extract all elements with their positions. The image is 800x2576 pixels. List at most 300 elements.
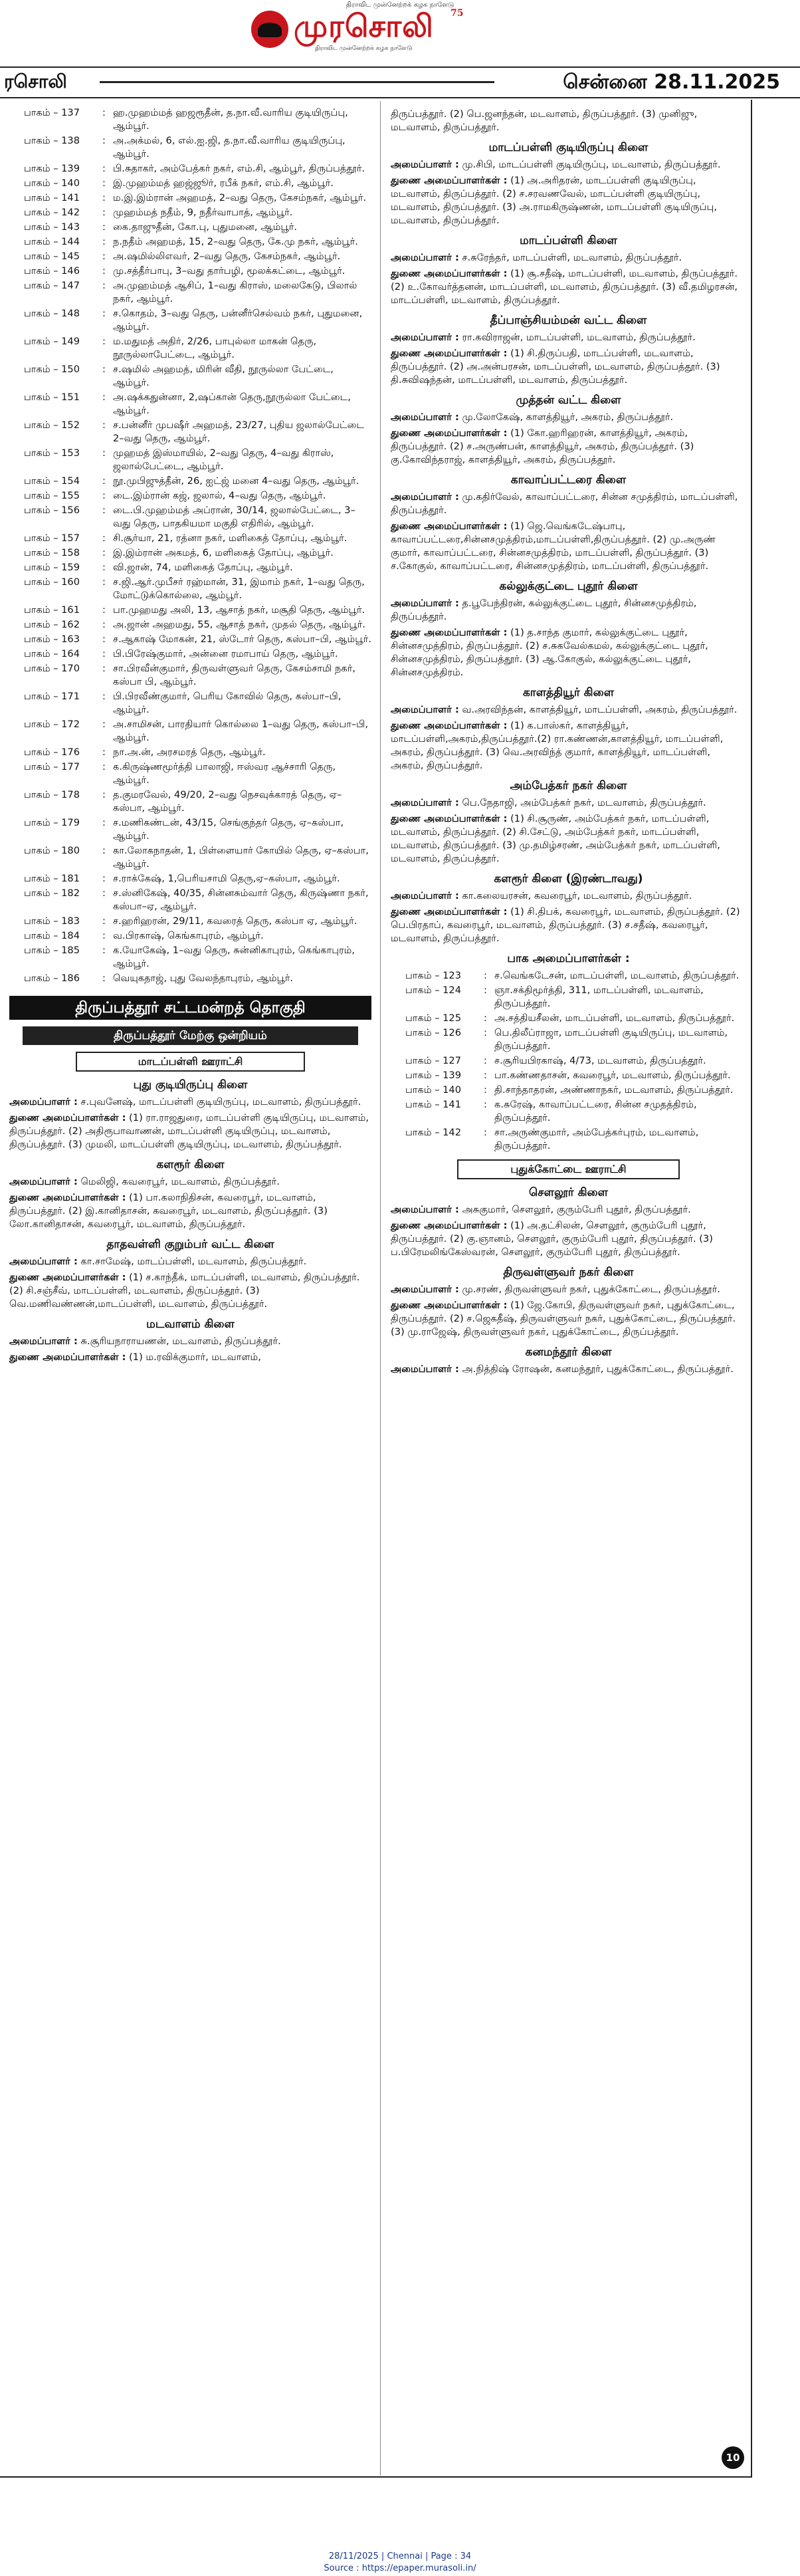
booth-member: நூ.முபிஜுத்தீன், 26, ஐட்ஜ் மனை 4–வது தெரு, ஆம்பூர்.	[113, 475, 359, 487]
booth-member: அ.அக்மல், 6, எல்.ஐ.ஜி, த.நா.வீ.வாரிய குடியிருப்பு, ஆம்பூர்.	[113, 135, 346, 160]
booth-row	[9, 746, 371, 759]
colon-sep: :	[102, 107, 106, 118]
booth-row	[9, 604, 371, 617]
colon-sep: :	[102, 945, 106, 956]
booth-label: பாகம் – 177	[24, 761, 80, 772]
strip-rule	[100, 81, 494, 83]
booth-member: நா.அ.ன், அரசமரத் தெரு, ஆம்பூர்.	[113, 747, 266, 758]
booth-row	[9, 419, 371, 445]
office-bearer-entry	[391, 1203, 746, 1217]
booth-label: பாகம் – 158	[24, 547, 80, 558]
booth-member: முஹம்மத் நதீம், 9, நதீர்வாபாத், ஆம்பூர்.	[113, 207, 293, 218]
booth-label: பாகம் – 164	[24, 648, 80, 659]
booth-list-left	[9, 106, 371, 985]
booth-member: டை.இம்ரான் கஜ், ஜலால், 4–வது தெரு, ஆம்பூர்.	[113, 490, 326, 501]
colon-sep: :	[102, 135, 106, 146]
member-text: (1) சி.திருப்பதி, மாடப்பள்ளி, மடவாளம், திருப்பத்தூர். (2) அ.அன்பரசன், மாடப்பள்ளி, மடவாளம், திருப்பத்தூர். (3) தி.சுவிஷந்தன், மாடப்பள்ளி, மடவாளம், திருப்பத்தூர்.	[391, 348, 720, 386]
booth-member: பி.சுதாகர், அம்பேத்கர் நகர், எம்.சி, ஆம்பூர், திருப்பத்தூர்.	[113, 163, 365, 174]
booth-label: பாகம் – 151	[24, 392, 80, 403]
booth-member: சி.சூர்யா, 21, ரத்னா நகர், மளிகைத் தோப்பு, ஆம்பூர்.	[113, 532, 348, 544]
role-label: துணை அமைப்பாளர்கள் :	[9, 1112, 126, 1123]
role-label: துணை அமைப்பாளர்கள் :	[391, 521, 508, 532]
booth-member: கை.தாஜுதீன், கோ.பு, புதுமனை, ஆம்பூர்.	[113, 221, 298, 233]
booth-label: பாகம் – 161	[24, 604, 80, 616]
booth-member: ச.ஹரிஹரன், 29/11, கவரைத் தெரு, கஸ்பா ஏ, ஆம்பூர்.	[113, 915, 357, 927]
colon-sep: :	[102, 192, 106, 203]
booth-member: ச.ஆகாஷ் மோகன், 21, ஸ்டோர் தெரு, கஸ்பா–பி, ஆம்பூர்.	[113, 634, 371, 645]
office-bearer-entry	[391, 158, 746, 172]
role-label: துணை அமைப்பாளர்கள் :	[391, 1220, 508, 1231]
union-heading: திருப்பத்தூர் மேற்கு ஒன்றியம்	[23, 1026, 358, 1045]
booth-member: ச.ஜி.ஆர்.முபீசர் ரஹ்மான், 31, இமாம் நகர், 1–வது தெரு, மோட்டுக்கொல்லை, ஆம்பூர்.	[113, 576, 365, 601]
branch-heading: அம்பேத்கர் நகர் கிளை	[510, 779, 627, 792]
booth-row	[9, 546, 371, 560]
booth-member: அ.முஹம்மத் ஆசிப், 1–வது கிராஸ், மலைகேடு, பிலால் நகர், ஆம்பூர்.	[113, 280, 357, 304]
colon-sep: :	[484, 1070, 487, 1081]
member-text: கா.கலையரசன், கவரைபூர், மடவாளம், திருப்பத்தூர்.	[462, 890, 692, 901]
booth-label: பாகம் – 182	[24, 887, 80, 899]
office-bearer-entry	[391, 347, 746, 387]
booth-row	[9, 561, 371, 574]
booth-row	[9, 504, 371, 530]
office-bearer-entry	[391, 108, 746, 134]
member-text: ச.புவனேஷ், மாடப்பள்ளி குடியிருப்பு, மடவாளம், திருப்பத்தூர்.	[80, 1096, 361, 1108]
footer-date-page: 28/11/2025 | Chennai | Page : 34	[328, 2551, 472, 2561]
office-bearer-entry	[391, 719, 746, 772]
member-text: மு.லோகேஷ், காளத்தியூர், அகரம், திருப்பத்தூர்.	[462, 411, 674, 423]
booth-row	[391, 1012, 746, 1025]
booth-member: ச.வெங்கடேசன், மாடப்பள்ளி, மடவாளம், திருப்பத்தூர்.	[494, 970, 740, 981]
branch-heading: முத்தன் வட்ட கிளை	[516, 394, 621, 407]
role-label: துணை அமைப்பாளர்கள் :	[391, 906, 508, 917]
office-bearer-entry	[9, 1112, 371, 1151]
booth-label: பாகம் – 150	[24, 364, 80, 375]
colon-sep: :	[102, 648, 106, 659]
booth-label: பாகம் – 142	[24, 207, 80, 218]
page-number-badge: 10	[722, 2446, 744, 2469]
colon-sep: :	[102, 364, 106, 375]
booth-row	[9, 177, 371, 190]
branch-heading: தீப்பாஞ்சியம்மன் வட்ட கிளை	[490, 314, 647, 327]
booth-label: பாகம் – 149	[24, 336, 80, 347]
booth-label: பாகம் – 143	[24, 221, 80, 233]
member-text: ச.சுரேந்தர், மாடப்பள்ளி, மடவாளம், திருப்பத்தூர்.	[462, 252, 682, 263]
booth-row	[9, 915, 371, 928]
booth-row	[9, 532, 371, 545]
member-text: (1) சி.திபக், கவரைபூர், மடவாளம், திருப்பத்தூர். (2) பெ.பிரதாப், கவரைபூர், மடவாளம், திருப்பத்தூர். (3) ச.சதீஷ், கவரைபூர், மடவாளம், திருப்பத்தூர்.	[391, 906, 740, 944]
member-text: (1) பா.கலாநிதிசன், கவரைபூர், மடவாளம், திருப்பத்தூர். (2) இ.கானிதாசன், கவரைபூர், மடவாளம், திருப்பத்தூர். (3) லோ.கானிதாசன், கவரைபூர், மடவாளம், திருப்பத்தூர்.	[9, 1192, 328, 1230]
booth-member: அ.ஷமில்லிஎவர், 2–வது தெரு, கேசம்நகர், ஆம்பூர்.	[113, 251, 341, 262]
branch-heading: கனமந்தூர் கிளை	[525, 1346, 612, 1359]
office-bearer-entry	[391, 1299, 746, 1339]
booth-member: அ.சாமிசன், பாரதியார் கொல்லை 1–வது தெரு, கஸ்பா–பி, ஆம்பூர்.	[113, 719, 369, 743]
booth-list-right	[391, 969, 746, 1153]
branch-heading: மடவாளம் கிளை	[146, 1318, 235, 1331]
booth-row	[9, 279, 371, 306]
role-label: அமைப்பாளர் :	[391, 1363, 459, 1375]
role-label: அமைப்பாளர் :	[9, 1176, 78, 1187]
booth-member: க.கிருஷ்ணமூர்த்தி பாலாஜி, ஈஸ்வர ஆச்சாரி தெரு, ஆம்பூர்.	[113, 761, 336, 786]
booth-row	[9, 788, 371, 815]
booth-row	[9, 929, 371, 943]
office-bearer-entry	[9, 1175, 371, 1189]
role-label: அமைப்பாளர் :	[391, 411, 459, 423]
role-label: அமைப்பாளர் :	[391, 598, 459, 609]
right-sections	[391, 108, 746, 945]
rising-sun-emblem-icon	[251, 11, 288, 48]
member-text: அ.நித்திஷ் ரோஷன், கனமந்தூர், புதுக்கோட்டை, திருப்பத்தூர்.	[462, 1363, 734, 1375]
booth-member: க.சுரேஷ், காவாப்பட்டரை, சின்ன சமுதத்திரம், திருப்பத்தூர்.	[494, 1099, 697, 1123]
colon-sep: :	[102, 747, 106, 758]
booth-label: பாகம் – 153	[24, 447, 80, 459]
booth-member: தி.சாந்தாதரன், அண்ணாநகர், மடவாளம், திருப்பத்தூர்.	[494, 1084, 734, 1096]
booth-label: பாகம் – 180	[24, 845, 80, 856]
office-bearer-entry	[391, 812, 746, 866]
booth-row	[9, 887, 371, 913]
booth-row	[9, 718, 371, 745]
colon-sep: :	[102, 915, 106, 927]
booth-label: பாகம் – 172	[24, 719, 80, 730]
booth-member: வி.ஜான், 74, மளிகைத் தோப்பு, ஆம்பூர்.	[113, 562, 293, 573]
booth-label: பாகம் – 139	[24, 163, 80, 174]
office-bearer-entry	[391, 1219, 746, 1259]
jubilee-number: 75	[450, 8, 464, 19]
booth-row	[9, 972, 371, 985]
branch-heading: திருவள்ளுவர் நகர் கிளை	[503, 1266, 634, 1279]
colon-sep: :	[102, 163, 106, 174]
member-text: பெ.நேதாஜி, அம்பேத்கர் நகர், மடவாளம், திருப்பத்தூர்.	[462, 797, 706, 808]
colon-sep: :	[102, 280, 106, 291]
booth-label: பாகம் – 181	[24, 873, 80, 884]
booth-label: பாகம் – 127	[405, 1055, 461, 1066]
office-bearer-entry	[391, 427, 746, 467]
booth-member: ம.மதுமத் அதிர், 2/26, பாபுல்லா மாகன் தெரு, நூருல்லாபேட்டை, ஆம்பூர்.	[113, 336, 317, 360]
booth-member: பி.பிரவீண்குமார், பெரிய கோவில் தெரு, கஸ்பா–பி, ஆம்பூர்.	[113, 691, 342, 715]
role-label: துணை அமைப்பாளர்கள் :	[9, 1192, 126, 1203]
booth-row	[9, 489, 371, 503]
role-label: அமைப்பாளர் :	[9, 1096, 78, 1108]
member-text: (1) அ.தட்சிலன், சௌலூர், குரும்பேரி புதூர், திருப்பத்தூர். (2) கு.ஞானம், சௌலூர், குரும்பேரி புதூர், திருப்பத்தூர். (3) ப.பிரேமலிங்கேஸ்வரன், சௌலூர், குரும்பேரி புதூர், திருப்பத்தூர்.	[391, 1220, 713, 1258]
office-bearer-entry	[9, 1351, 371, 1364]
office-bearer-entry	[391, 889, 746, 903]
booth-row	[9, 250, 371, 263]
booth-member: கா.லோகநாதன், 1, பிள்ளையார் கோயில் தெரு, ஏ–கஸ்பா, ஆம்பூர்.	[113, 845, 369, 870]
office-bearer-entry	[391, 491, 746, 517]
role-label: துணை அமைப்பாளர்கள் :	[391, 348, 508, 359]
right-column	[391, 106, 746, 1379]
colon-sep: :	[102, 336, 106, 347]
booth-row	[391, 1084, 746, 1097]
booth-row	[9, 662, 371, 689]
member-text: (1) க.பாஸ்கர், காளத்தியூர், மாடப்பள்ளி,அகரம்,திருப்பத்தூர்.(2) ரா.கண்ணன்,காளத்தியூர், மாடப்பள்ளி, அகரம், திருப்பத்தூர். (3) வெ.அரவிந்த் குமார், காளத்தியூர், மாடப்பள்ளி, அகரம், திருப்பத்தூர்.	[391, 720, 724, 771]
booth-label: பாகம் – 138	[24, 135, 80, 146]
booth-label: பாகம் – 140	[405, 1084, 461, 1096]
booth-row	[9, 335, 371, 362]
colon-sep: :	[102, 789, 106, 800]
office-bearer-entry	[391, 174, 746, 227]
booth-label: பாகம் – 156	[24, 505, 80, 516]
role-label: அமைப்பாளர் :	[391, 890, 459, 901]
booth-label: பாகம் – 148	[24, 308, 80, 319]
booth-row	[9, 191, 371, 205]
booth-row	[9, 647, 371, 661]
member-text: (1) ஜே.கோபி, திருவள்ளுவர் நகர், புதுக்கோட்டை, திருப்பத்தூர். (2) ச.ஜெகதீஷ், திருவள்ளுவர் நகர், புதுக்கோட்டை, திருப்பத்தூர். (3) மு.ராஜேஷ், திருவள்ளுவர் நகர், புதுக்கோட்டை, திருப்பத்தூர்.	[391, 1300, 736, 1338]
booth-label: பாகம் – 126	[405, 1027, 461, 1038]
booth-label: பாகம் – 147	[24, 280, 80, 291]
office-bearer-entry	[391, 251, 746, 265]
office-bearer-entry	[391, 1363, 746, 1376]
booth-label: பாகம் – 157	[24, 532, 80, 544]
branch-heading: களரூர் கிளை	[156, 1158, 225, 1171]
booth-member: அ.ஷக்கதுன்னா, 2,ஷப்கான் தெரு,நூருல்லா பேட்டை, ஆம்பூர்.	[113, 392, 351, 416]
booth-member: த.குமரவேல், 49/20, 2–வது நெசவுக்காரத் தெரு, ஏ–கஸ்பா, ஆம்பூர்.	[113, 789, 342, 814]
booth-label: பாகம் – 124	[405, 985, 461, 996]
role-label: அமைப்பாளர் :	[391, 332, 459, 343]
role-label: துணை அமைப்பாளர்கள் :	[391, 813, 508, 824]
colon-sep: :	[102, 973, 106, 984]
booth-label: பாகம் – 155	[24, 490, 80, 501]
booth-member: ஞா.சக்திமூர்த்தி, 311, மாடப்பள்ளி, மடவாளம், திருப்பத்தூர்.	[494, 985, 704, 1009]
booth-row	[391, 1098, 746, 1125]
booth-member: முஹமத் இஸ்மாயில், 2–வது தெரு, 4–வது கிராஸ், ஜலால்பேட்டை, ஆம்பூர்.	[113, 447, 334, 472]
left-sections	[9, 1052, 371, 1364]
branch-heading: சௌலூர் கிளை	[529, 1186, 608, 1199]
booth-row	[9, 633, 371, 646]
branch-heading: காளத்தியூர் கிளை	[522, 686, 615, 699]
colon-sep: :	[484, 1012, 487, 1024]
booth-row	[9, 106, 371, 133]
booth-row	[9, 761, 371, 787]
colon-sep: :	[102, 475, 106, 487]
booth-member: வ.பிரகாஷ், கெங்காபுரம், ஆம்பூர்.	[113, 930, 264, 941]
role-label: அமைப்பாளர் :	[9, 1256, 78, 1267]
branch-heading: மாடப்பள்ளி குடியிருப்பு கிளை	[488, 141, 649, 154]
member-text: மு.கதிர்வேல், காவாப்பட்டரை, சின்ன சமுத்திரம், மாடப்பள்ளி, திருப்பத்தூர்.	[391, 491, 738, 516]
colon-sep: :	[102, 207, 106, 218]
booth-member: பா.கண்ணதாசன், கவரைபூர், மடவாளம், திருப்பத்தூர்.	[494, 1070, 731, 1081]
colon-sep: :	[102, 490, 106, 501]
role-label: அமைப்பாளர் :	[9, 1336, 78, 1347]
newspaper-name: முரசொலி	[294, 8, 434, 44]
booth-row	[9, 475, 371, 488]
branch-heading: காவாப்பட்டரை கிளை	[510, 473, 627, 487]
member-text: (1) த.சாந்த குமார், கல்லுக்குட்டை புதூர், சின்னசமுத்திரம், திருப்பத்தூர். (2) ச.சுகவேல்கமல், கல்லுக்குட்டை புதூர், சின்னசமுத்திரம், திருப்பத்தூர். (3) ஆ.கோகுல், கல்லுக்குட்டை புதூர், சின்னசமுத்திரம்.	[391, 627, 708, 678]
booth-row	[9, 391, 371, 417]
booth-member: அ.ஜான் அஹமது, 55, ஆசாத் நகர், முதல் தெரு, ஆம்பூர்.	[113, 619, 365, 630]
office-bearer-entry	[391, 626, 746, 679]
colon-sep: :	[102, 576, 106, 588]
booth-row	[391, 969, 746, 983]
role-label: துணை அமைப்பாளர்கள் :	[391, 268, 508, 279]
left-column	[9, 106, 371, 1367]
colon-sep: :	[102, 562, 106, 573]
colon-sep: :	[102, 887, 106, 899]
header-strip	[0, 66, 800, 98]
booth-row	[9, 944, 371, 971]
role-label: துணை அமைப்பாளர்கள் :	[391, 720, 508, 731]
branch-heading: தாதவள்ளி குறும்பர் வட்ட கிளை	[106, 1238, 274, 1251]
colon-sep: :	[484, 1099, 487, 1110]
booth-member: ச.கொதம், 3–வது தெரு, பன்னீர்செல்வம் நகர், புதுமனை, ஆம்பூர்.	[113, 308, 363, 332]
booth-member: பெ.திலீப்ராஜா, மாடப்பள்ளி குடியிருப்பு, மடவாளம், திருப்பத்தூர்.	[494, 1027, 728, 1052]
office-bearer-entry	[391, 597, 746, 624]
booth-label: பாகம் – 179	[24, 817, 80, 828]
role-label: அமைப்பாளர் :	[391, 252, 459, 263]
office-bearer-entry	[9, 1255, 371, 1268]
colon-sep: :	[102, 547, 106, 558]
booth-member: அ.சத்தியசீலன், மாடப்பள்ளி, மடவாளம், திருப்பத்தூர்.	[494, 1012, 735, 1024]
booth-label: பாகம் – 184	[24, 930, 80, 941]
booth-member: ம.இ.இம்ரான் அஹமத், 2–வது தெரு, கேசம்நகர், ஆம்பூர்.	[113, 192, 367, 203]
member-text: (1) ம.ரவிக்குமார், மடவாளம்,	[129, 1351, 261, 1363]
office-bearer-entry	[391, 520, 746, 573]
member-text: அசுகுமார், சௌலூர், குரும்பேரி புதூர், திருப்பத்தூர்.	[462, 1204, 691, 1215]
booth-row	[9, 307, 371, 334]
booth-label: பாகம் – 145	[24, 251, 80, 262]
booth-label: பாகம் – 141	[405, 1099, 461, 1110]
booth-label: பாகம் – 176	[24, 747, 80, 758]
member-text: த.பூபேந்திரன், கல்லுக்குட்டை புதூர், சின்னசமுத்திரம், திருப்பத்தூர்.	[391, 598, 697, 622]
member-text: வ.அரவிந்தன், காளத்தியூர், மாடப்பள்ளி, அகரம், திருப்பத்தூர்.	[462, 704, 738, 715]
office-bearer-entry	[391, 796, 746, 810]
booth-row	[9, 162, 371, 176]
booth-row	[9, 134, 371, 161]
booth-member: ச.பன்னீர் முபஷீர் அஹமத், 23/27, புதிய ஜலால்பேட்டை 2–வது தெரு, ஆம்பூர்.	[113, 419, 365, 444]
member-text: (1) கோ.ஹரிஹரன், காளத்தியூர், அகரம், திருப்பத்தூர். (2) ச.அருண்பன், காளத்தியூர், அகரம், திருப்பத்தூர். (3) கு.கோவிந்தராஜ், காளத்தியூர், அகரம், திருப்பத்தூர்.	[391, 427, 694, 465]
colon-sep: :	[102, 845, 106, 856]
booth-row	[391, 1126, 746, 1153]
member-text: (1) சூ.சதீஷ், மாடப்பள்ளி, மடவாளம், திருப்பத்தூர். (2) உ.கோவர்த்தனன், மாடப்பள்ளி, மடவாளம், திருப்பத்தூர். (3) வீ.தமிழரசன், மாடப்பள்ளி, மடவாளம், திருப்பத்தூர்.	[391, 268, 738, 306]
booth-member: சா.அருண்குமார், அம்பேத்கர்புரம், மடவாளம், திருப்பத்தூர்.	[494, 1127, 699, 1151]
booth-label: பாகம் – 170	[24, 663, 80, 674]
booth-row	[391, 984, 746, 1010]
booth-row	[391, 1054, 746, 1068]
booth-row	[9, 363, 371, 390]
branch-heading: கல்லுக்குட்டை புதூர் கிளை	[499, 580, 638, 593]
footer-source-link[interactable]: Source : https://epaper.murasoli.in/	[324, 2563, 476, 2573]
booth-row	[9, 221, 371, 234]
member-text: ரா.கவிராஜன், மாடப்பள்ளி, மடவாளம், திருப்பத்தூர்.	[462, 332, 696, 343]
colon-sep: :	[484, 1055, 487, 1066]
booth-row	[9, 235, 371, 249]
booth-member: பி.பிரேஷ்குமார், அன்னை ரமாபாய் தெரு, ஆம்பூர்.	[113, 648, 338, 659]
booth-label: பாகம் – 140	[24, 177, 80, 189]
booth-row	[9, 690, 371, 717]
booth-row	[9, 872, 371, 885]
office-bearer-entry	[391, 703, 746, 717]
booth-row	[9, 447, 371, 473]
jubilee-badge	[450, 8, 463, 51]
office-bearer-entry	[391, 905, 746, 945]
booth-row	[9, 618, 371, 632]
colon-sep: :	[102, 308, 106, 319]
colon-sep: :	[484, 1027, 487, 1038]
office-bearer-entry	[9, 1271, 371, 1311]
colon-sep: :	[102, 177, 106, 189]
masthead-sub: திராவிட முன்னேற்றக் கழக நாளேடு	[315, 45, 413, 52]
booth-label: பாகம் – 160	[24, 576, 80, 588]
branch-heading: மாடப்பள்ளி கிளை	[520, 234, 617, 247]
member-text: சு.சூரியநாராயணன், மடவாளம், திருப்பத்தூர்.	[80, 1336, 281, 1347]
booth-row	[9, 206, 371, 219]
booth-label: பாகம் – 146	[24, 265, 80, 277]
booth-member: வெயுகதாஜ், புது வேலந்தாபுரம், ஆம்பூர்.	[113, 973, 294, 984]
office-bearer-entry	[391, 1283, 746, 1296]
booth-label: பாகம் – 163	[24, 634, 80, 645]
office-bearer-entry	[391, 331, 746, 344]
booth-member: டை.பி.முஹம்மத் அப்ரான், 30/14, ஜலால்பேட்டை, 3–வது தெரு, பாதகியமா மகுதி எதிரில், ஆம்பூர்.	[113, 505, 355, 529]
booth-label: பாகம் – 186	[24, 973, 80, 984]
colon-sep: :	[484, 985, 487, 996]
booth-row	[9, 576, 371, 602]
member-text: (1) சி.சூருண், அம்பேத்கர் நகர், மாடப்பள்ளி, மடவாளம், திருப்பத்தூர். (2) சி.சேட்டு, அம்பேத்கர் நகர், மாடப்பள்ளி, மடவாளம், திருப்பத்தூர். (3) மு.தமிழ்சரண், அம்பேத்கர் நகர், மாடப்பள்ளி, மடவாளம், திருப்பத்தூர்.	[391, 813, 720, 864]
strip-paper-name: ரசொலி	[4, 70, 67, 92]
colon-sep: :	[102, 691, 106, 702]
booth-member: ச.ஸ்னிகேஷ், 40/35, சின்னசும்வார் தெரு, கிருஷ்ணா நகர், கஸ்பா–ஏ, ஆம்பூர்.	[113, 887, 369, 912]
colon-sep: :	[102, 930, 106, 941]
booth-label: பாகம் – 141	[24, 192, 80, 203]
role-label: அமைப்பாளர் :	[391, 159, 459, 170]
colon-sep: :	[102, 236, 106, 247]
colon-sep: :	[102, 221, 106, 233]
office-bearer-entry	[9, 1096, 371, 1109]
office-bearer-entry	[391, 411, 746, 424]
office-bearer-entry	[391, 267, 746, 307]
role-label: அமைப்பாளர் :	[391, 1204, 459, 1215]
role-label: துணை அமைப்பாளர்கள் :	[391, 627, 508, 638]
panchayat-heading: மாடப்பள்ளி ஊராட்சி	[76, 1052, 305, 1072]
booth-member: ச.மணிகண்டன், 43/15, செங்குந்தர் தெரு, ஏ–கஸ்பா, ஆம்பூர்.	[113, 817, 344, 842]
role-label: அமைப்பாளர் :	[391, 704, 459, 715]
member-text: மெலிஜி, கவரைபூர், மடவாளம், திருப்பத்தூர்.	[80, 1176, 280, 1187]
booth-row	[391, 1069, 746, 1082]
panchayat-heading: புதுக்கோட்டை ஊராட்சி	[457, 1159, 680, 1179]
booth-member: ந.நதீம் அஹமத், 15, 2–வது தெரு, கே.மு நகர், ஆம்பூர்.	[113, 236, 358, 247]
booth-member: ச.ராக்கேஷ், 1,பெரியசாமி தெரு,ஏ–கஸ்பா, ஆம்பூர்.	[113, 873, 340, 884]
member-text: (1) அ.அரிதரன், மாடப்பள்ளி குடியிருப்பு, மடவாளம், திருப்பத்தூர். (2) ச.சரவணவேல், மாடப்பள்ளி குடியிருப்பு, மடவாளம், திருப்பத்தூர். (3) அ.ராமகிருஷ்ணன், மாடப்பள்ளி குடியிருப்பு, மடவாளம், திருப்பத்தூர்.	[391, 175, 718, 226]
role-label: துணை அமைப்பாளர்கள் :	[391, 1300, 508, 1311]
booth-label: பாகம் – 183	[24, 915, 80, 927]
colon-sep: :	[102, 634, 106, 645]
colon-sep: :	[102, 419, 106, 431]
booth-member: ஹ.முஹம்மத் ஹஜரூதீன், த.நா.வீ.வாரிய குடியிருப்பு, ஆம்பூர்.	[113, 107, 348, 132]
office-bearer-entry	[9, 1191, 371, 1231]
role-label: துணை அமைப்பாளர்கள் :	[391, 175, 508, 186]
colon-sep: :	[102, 873, 106, 884]
branch-heading: களரூர் கிளை (இரண்டாவது)	[494, 872, 643, 885]
colon-sep: :	[484, 970, 487, 981]
member-text: மு.சரண், திருவள்ளுவர் நகர், புதுக்கோட்டை, திருப்பத்தூர்.	[462, 1284, 720, 1295]
colon-sep: :	[102, 619, 106, 630]
booth-member: இ.முஹம்மத் ஹஜ்ஜூர், ரபீக் நகர், எம்.சி, ஆம்பூர்.	[113, 177, 334, 189]
booth-label: பாகம் – 154	[24, 475, 80, 487]
booth-label: பாகம் – 178	[24, 789, 80, 800]
booth-label: பாகம் – 162	[24, 619, 80, 630]
colon-sep: :	[102, 251, 106, 262]
branch-heading: புது குடியிருப்பு கிளை	[133, 1078, 248, 1092]
colon-sep: :	[102, 447, 106, 459]
role-label: துணை அமைப்பாளர்கள் :	[9, 1272, 126, 1283]
member-text: (1) ஜெ.வெங்கடேஷ்பாபு, காவாப்பட்டரை,சின்னசமுத்திரம்,மாடப்பள்ளி,திருப்பத்தூர். (2) மு.அருண் குமார், காவாப்பட்டரை, சின்னசமுத்திரம், மாடப்பள்ளி, திருப்பத்தூர். (3) ச.கோகுல், காவாப்பட்டரை, சின்னசமுத்திரம், மாடப்பள்ளி, திருப்பத்தூர்.	[391, 521, 716, 572]
booth-row	[9, 844, 371, 871]
booth-label: பாகம் – 123	[405, 970, 461, 981]
booth-label: பாகம் – 144	[24, 236, 80, 247]
colon-sep: :	[484, 1127, 487, 1138]
colon-sep: :	[102, 532, 106, 544]
office-bearer-entry	[9, 1335, 371, 1348]
newspaper-logo	[251, 8, 550, 55]
booth-label: பாகம் – 185	[24, 945, 80, 956]
